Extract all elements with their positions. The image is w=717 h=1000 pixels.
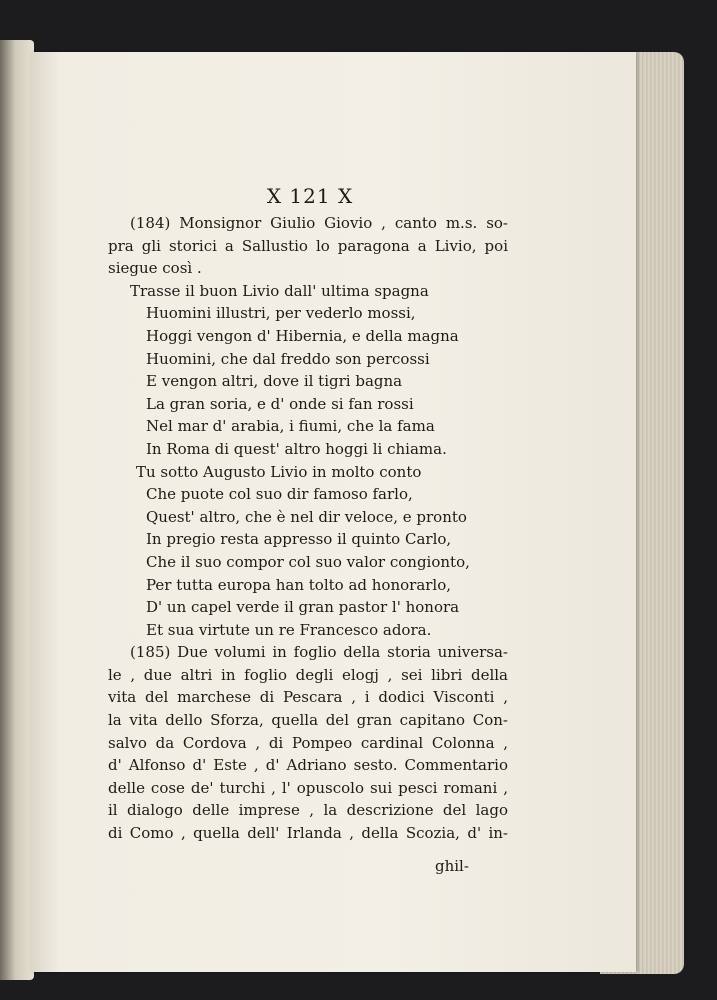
facing-page-edge: [0, 40, 34, 980]
text-line: La gran soria, e d' onde si fan rossi: [146, 394, 414, 413]
text-line: Huomini, che dal freddo son percossi: [146, 349, 430, 368]
text-line: Per tutta europa han tolto ad honorarlo,: [146, 575, 452, 594]
text-line: (184) Monsignor Giulio Giovio , canto m.s. so-: [130, 214, 508, 232]
text-line: Trasse il buon Livio dall' ultima spagna: [130, 281, 429, 300]
text-line: Nel mar d' arabia, i fiumi, che la fama: [146, 417, 435, 436]
text-line: Quest' altro, che è nel dir veloce, e pronto: [146, 507, 467, 526]
text-line: il dialogo delle imprese , la descrizione del lago: [108, 801, 508, 820]
text-line: le , due altri in foglio degli elogj , sei libri della: [108, 665, 508, 684]
catchword: ghil-: [435, 857, 469, 875]
text-line: D' un capel verde il gran pastor l' honora: [146, 598, 460, 617]
text-line: Che puote col suo dir famoso farlo,: [146, 485, 413, 504]
text-line: delle cose de' turchi , l' opuscolo sui pesci romani ,: [108, 778, 508, 797]
text-line: Huomini illustri, per vederlo mossi,: [146, 304, 416, 323]
text-block: [108, 212, 508, 845]
text-line: Hoggi vengon d' Hibernia, e della magna: [146, 326, 459, 345]
text-line: d' Alfonso d' Este , d' Adriano sesto. Commentario: [108, 756, 508, 775]
text-line: vita del marchese di Pescara , i dodici Visconti ,: [108, 688, 508, 707]
text-line: di Como , quella dell' Irlanda , della Scozia, d' in-: [108, 824, 508, 843]
text-line: E vengon altri, dove il tigri bagna: [146, 372, 403, 391]
text-line: In pregio resta appresso il quinto Carlo,: [146, 530, 452, 549]
text-line: salvo da Cordova , di Pompeo cardinal Colonna ,: [108, 733, 508, 752]
text-line: siegue così .: [108, 259, 202, 278]
text-line: In Roma di quest' altro hoggi li chiama.: [146, 439, 447, 458]
text-line: Tu sotto Augusto Livio in molto conto: [136, 462, 422, 481]
text-line: Et sua virtute un re Francesco adora.: [146, 620, 432, 639]
book-page: [30, 52, 636, 972]
text-line: (185) Due volumi in foglio della storia universa-: [130, 643, 508, 662]
text-line: Che il suo compor col suo valor congionto,: [146, 552, 470, 571]
text-line: la vita dello Sforza, quella del gran capitano Con-: [108, 711, 508, 730]
page-header: X 121 X: [266, 184, 354, 208]
text-line: pra gli storici a Sallustio lo paragona a Livio, poi: [108, 236, 508, 255]
